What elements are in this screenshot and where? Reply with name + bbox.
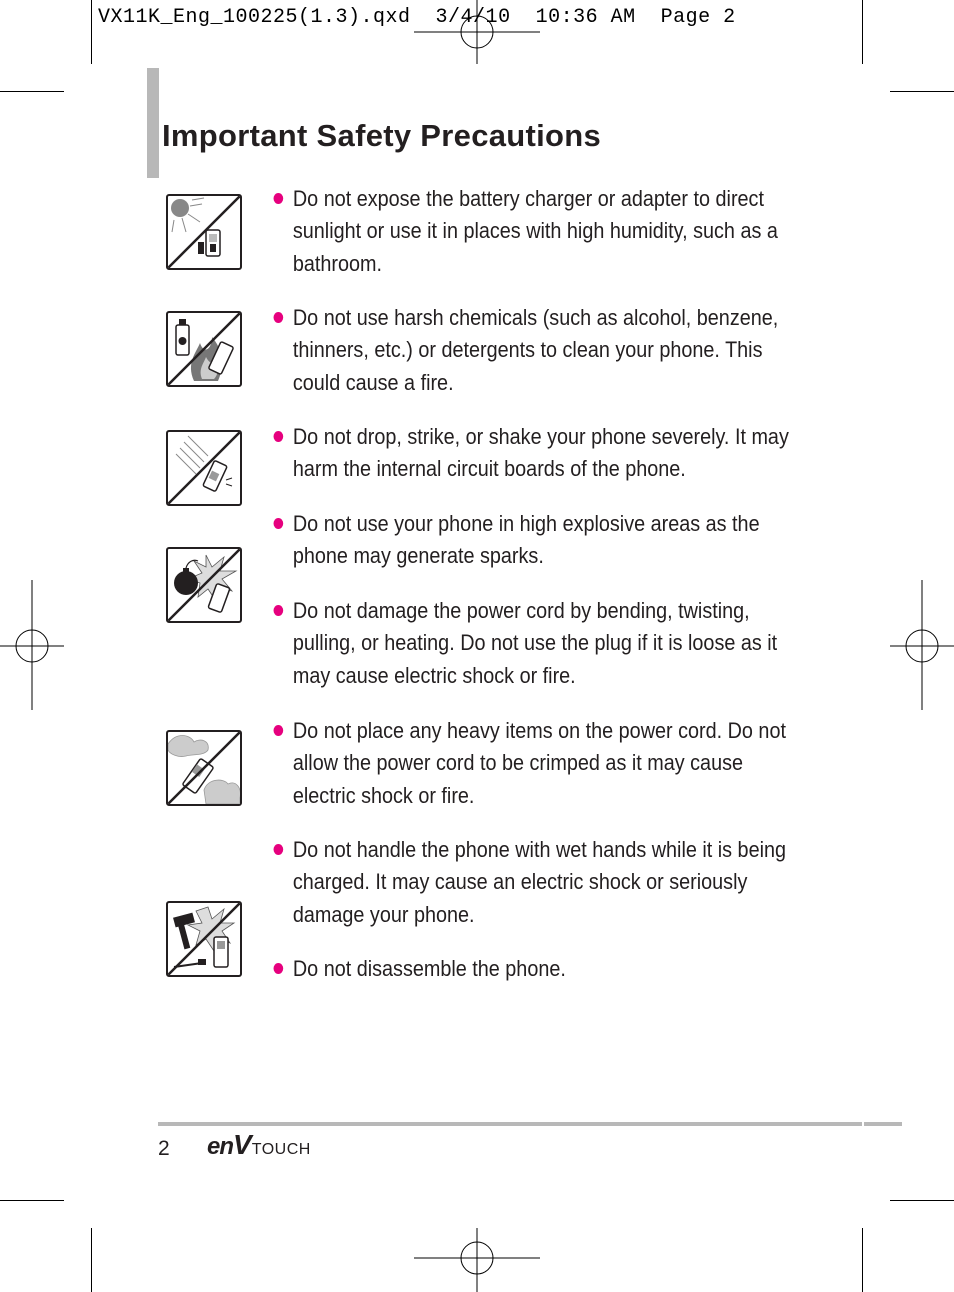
list-item [270,953,800,985]
chemical-fire-warning-icon [166,311,242,387]
brand-touch: TOUCH [251,1141,311,1158]
registration-mark-bottom [412,1228,542,1292]
bullet-icon [274,963,284,974]
bullet-icon [274,844,284,855]
crop-mark [862,0,863,64]
crop-mark [862,1228,863,1292]
bullet-icon [274,312,284,323]
slug-line: VX11K_Eng_100225(1.3).qxd 3/4/10 10:36 AM Page 2 [98,6,736,29]
bullet-icon [274,431,284,442]
disassemble-phone-warning-icon [166,901,242,977]
bullet-icon [274,518,284,529]
crop-mark [890,91,954,92]
list-item [270,834,800,931]
bullet-icon [274,725,284,736]
title-accent-bar [147,68,159,178]
footer-rule [158,1122,862,1126]
list-item-text: Do not damage the power cord by bending, twisting, pulling, or heating. Do not use the plug if it is loose as it may cause electric shock or fire. [292,598,778,688]
registration-mark-top [412,0,542,64]
crop-mark [0,1200,64,1201]
crop-mark [0,91,64,92]
brand-en: en [207,1133,234,1160]
page-number: 2 [158,1137,170,1160]
list-item [270,508,800,573]
crop-mark [91,1228,92,1292]
list-item [270,715,800,812]
brand-logo [207,1129,311,1161]
list-item [270,302,800,399]
registration-mark-left [0,580,64,710]
list-item-text: Do not disassemble the phone. [292,956,566,981]
list-item [270,183,800,280]
footer-rule [864,1122,902,1126]
drop-phone-warning-icon [166,430,242,506]
bullet-icon [274,193,284,204]
list-item-text: Do not place any heavy items on the power cord. Do not allow the power cord to be crimped as it may cause electric shock or fire. [292,718,786,808]
list-item [270,595,800,692]
crop-mark [890,1200,954,1201]
registration-mark-right [890,580,954,710]
list-item-text: Do not drop, strike, or shake your phone severely. It may harm the internal circuit boards of the phone. [292,424,789,482]
explosive-area-warning-icon [166,547,242,623]
brand-v: V [233,1129,252,1160]
list-item-text: Do not use harsh chemicals (such as alcohol, benzene, thinners, etc.) or detergents to clean your phone. This could cause a fire. [292,305,779,395]
crop-mark [91,0,92,64]
list-item-text: Do not expose the battery charger or adapter to direct sunlight or use it in places with high humidity, such as a bathroom. [292,186,778,276]
list-item-text: Do not use your phone in high explosive areas as the phone may generate sparks. [292,511,760,569]
heavy-item-cord-warning-icon [166,730,242,806]
list-item [270,421,800,486]
sun-charger-warning-icon [166,194,242,270]
list-item-text: Do not handle the phone with wet hands while it is being charged. It may cause an electric shock or seriously damage your phone. [292,837,787,927]
page-title: Important Safety Precautions [162,118,602,153]
bullet-icon [274,605,284,616]
